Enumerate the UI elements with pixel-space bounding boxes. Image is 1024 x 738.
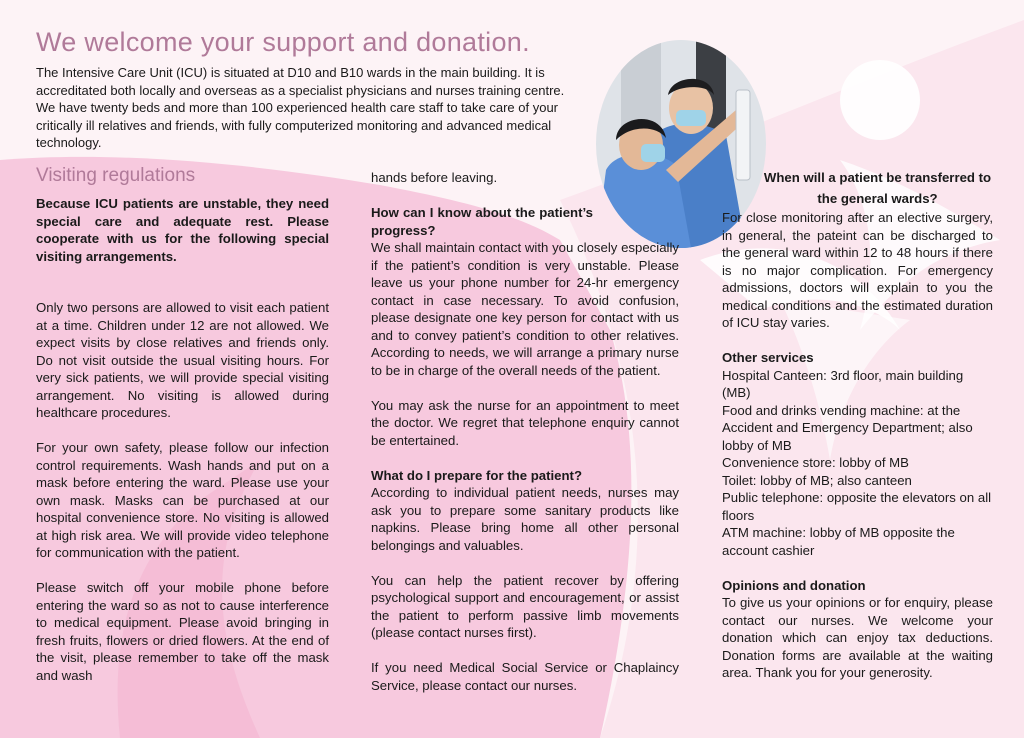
visiting-lead: Because ICU patients are unstable, they need special care and adequate rest. Please cooperate with us for the following special visiting arrangements. [36,196,329,264]
prepare-paragraph-2: You can help the patient recover by offering psychological support and encouragement, or assist the patient to perform passive limb movements (please contact nurses first). [371,572,679,640]
visiting-paragraph-2: For your own safety, please follow our infection control requirements. Wash hands and put on a mask before entering the ward. Please use your own mask. Masks can be purchased at our hospital convenience store. No visiting is allowed at high risk area. We will provide video telephone for communication with the patient. [36,440,329,560]
visiting-paragraph-1: Only two persons are allowed to visit each patient at a time. Children under 12 are not allowed. We expect visits by close relatives and friends only. Do not visit outside the usual visiting hours. For very sick patients, we will provide special visiting arrangement. No visiting is allowed during healthcare procedures. [36,300,329,420]
column-services [722,167,993,699]
visiting-heading: Visiting regulations [36,165,196,186]
prepare-question: What do I prepare for the patient? [371,467,583,483]
column-progress [371,169,679,712]
donation-paragraph: To give us your opinions or for enquiry, please contact our nurses. We welcome your donation which can enjoy tax deductions. Donation forms are available at the waiting area. Thank you for your generosity. [722,595,993,680]
list-item: Convenience store: lobby of MB [722,455,909,470]
intro-paragraph: The Intensive Care Unit (ICU) is situated at D10 and B10 wards in the main building. It is accreditated both locally and overseas as a specialist physicians and nurses training centre. We have twenty beds and more than 100 experienced health care staff to take care of your critically ill relatives and friends, with fully computerized monitoring and advanced medical technology. [36,65,565,150]
progress-paragraph-2: You may ask the nurse for an appointment to meet the doctor. We regret that telephone enquiry cannot be entertained. [371,397,679,448]
visiting-paragraph-3-cont: hands before leaving. [371,170,498,185]
prepare-paragraph-3: If you need Medical Social Service or Chaplaincy Service, please contact our nurses. [371,660,679,693]
visiting-paragraph-3: Please switch off your mobile phone before entering the ward so as not to cause interference to medical equipment. Please avoid bringing in fresh fruits, flowers or dried flowers. At the end of the visit, please remember to take off the mask and wash [36,580,329,683]
prepare-paragraph-1: According to individual patient needs, nurses may ask you to prepare some sanitary products like napkins. Please bring home all other personal belongings and valuables. [371,485,679,553]
progress-question: How can I know about the patient’s progress? [371,205,593,238]
column-visiting [36,165,329,702]
list-item: Public telephone: opposite the elevators on all floors [722,490,992,523]
list-item: Toilet: lobby of MB; also canteen [722,472,912,488]
list-item: Hospital Canteen: 3rd floor, main building (MB) [722,367,964,400]
list-item: ATM machine: lobby of MB opposite the account cashier [722,525,955,558]
progress-paragraph-1: We shall maintain contact with you closely especially if the patient’s condition is very unstable. Please leave us your phone number for 24-hr emergency contact in case necessary. To avoid confusion, please designate one key person for contact with us and to convey patient’s condition to other relatives. According to needs, we will arrange a primary nurse to be in charge of the overall needs of the patient. [371,240,679,378]
services-heading: Other services [722,350,814,365]
donation-heading: Opinions and donation [722,577,866,593]
list-item: Food and drinks vending machine: at the Accident and Emergency Department; also lobby of MB [722,402,973,453]
page-title: We welcome your support and donation. [36,27,530,57]
services-list [722,367,993,560]
transfer-paragraph-1: For close monitoring after an elective surgery, in general, the pateint can be discharged to the general ward within 12 to 48 hours if there is no major complication. For emergency admissions, doctors will explain to you the medical conditions and the estimated duration of ICU stay varies. [722,210,993,330]
transfer-question: When will a patient be transferred to the general wards? [763,170,992,206]
